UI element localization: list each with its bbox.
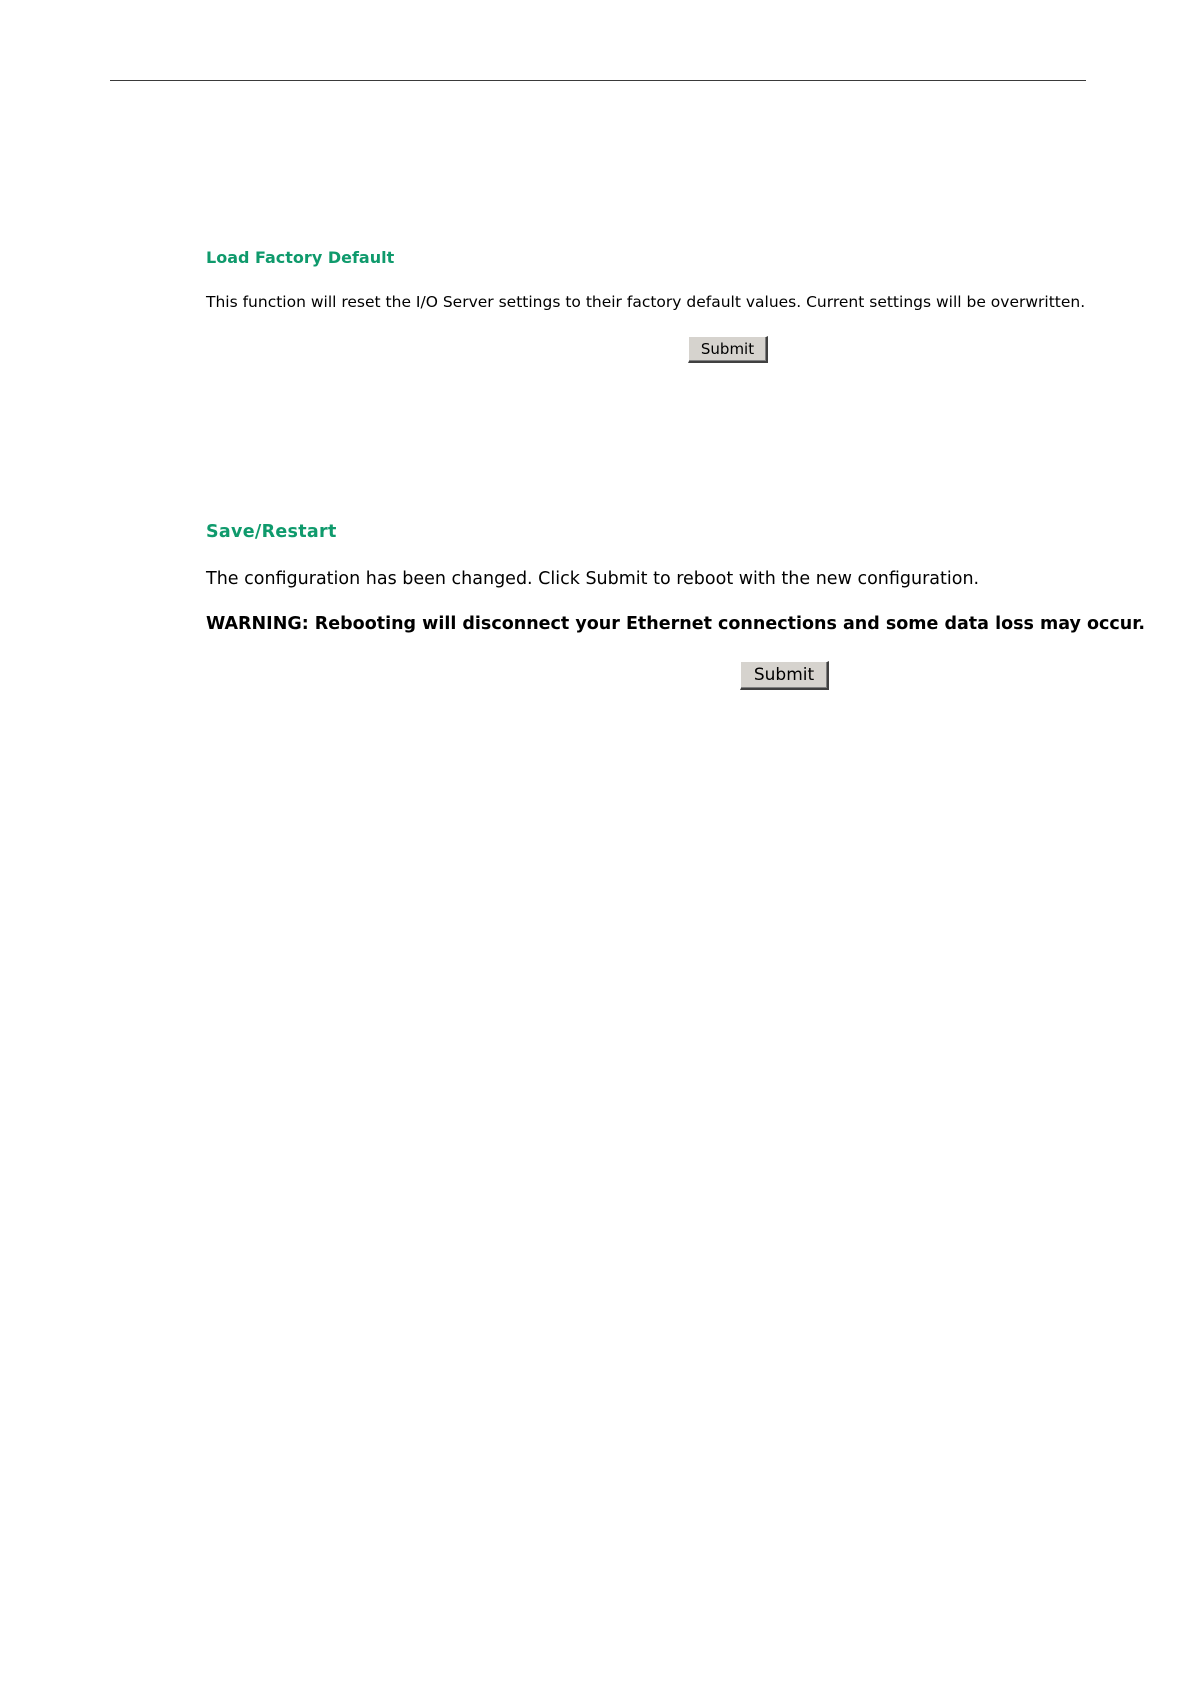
save-restart-description: The configuration has been changed. Click Submit to reboot with the new configuration. [206, 569, 980, 589]
save-restart-title: Save/Restart [206, 522, 337, 542]
save-restart-warning: WARNING: Rebooting will disconnect your Ethernet connections and some data loss may occur. [206, 614, 1146, 634]
load-factory-default-title: Load Factory Default [206, 248, 395, 267]
top-divider [110, 80, 1086, 81]
load-factory-default-description: This function will reset the I/O Server settings to their factory default values. Current settings will be overwritten. [206, 293, 1086, 311]
load-factory-default-submit-button[interactable]: Submit [688, 336, 768, 363]
save-restart-submit-button[interactable]: Submit [740, 661, 829, 690]
